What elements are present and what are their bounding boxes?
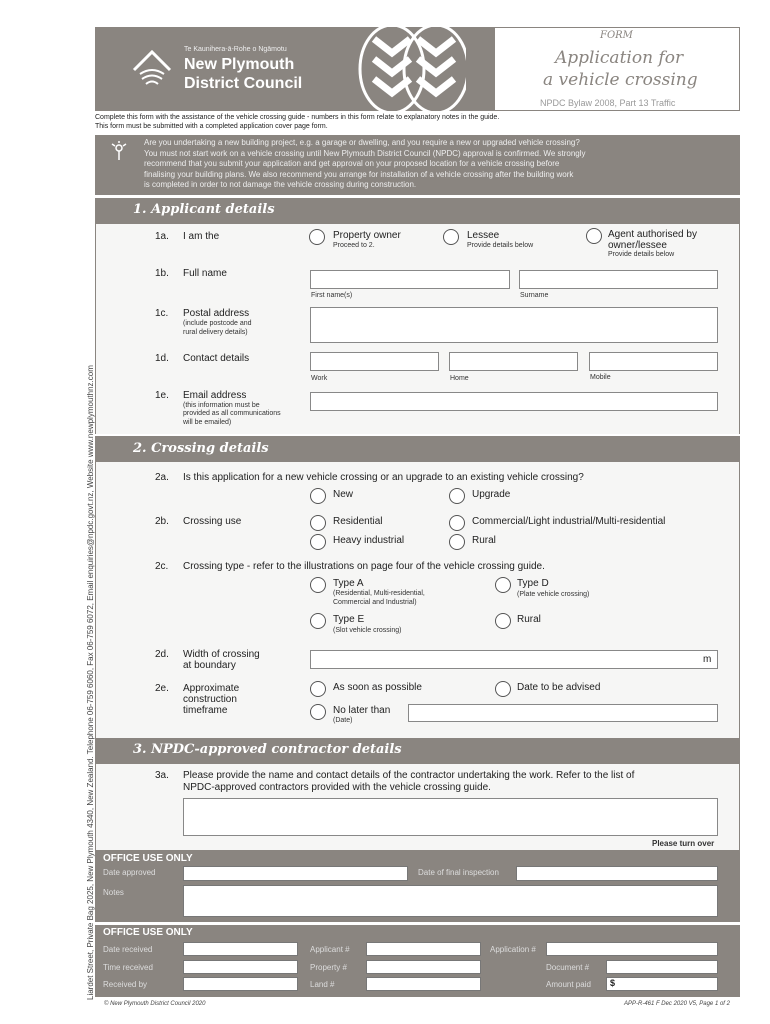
question-number: 1e. <box>155 390 169 401</box>
question-label: Email address <box>183 390 247 401</box>
council-name-line2: District Council <box>184 75 303 92</box>
option-label: Type D <box>517 578 549 589</box>
office-label: Applicant # <box>310 945 350 954</box>
date-approved-field[interactable] <box>183 866 408 881</box>
applicant-number-field[interactable] <box>366 942 481 956</box>
option-label: New <box>333 489 354 500</box>
option-label: Rural <box>472 535 496 546</box>
amount-paid-field[interactable] <box>606 977 718 991</box>
question-number: 1c. <box>155 308 169 319</box>
section-title: 3. NPDC-approved contractor details <box>133 742 402 757</box>
question-number: 2d. <box>155 649 169 660</box>
question-label: Full name <box>183 268 227 279</box>
question-label: Approximate <box>183 683 240 694</box>
commercial-radio[interactable] <box>449 515 465 531</box>
form-title-line2: a vehicle crossing <box>543 70 698 90</box>
option-label: Date to be advised <box>517 682 601 693</box>
question-label: Is this application for a new vehicle crossing or an upgrade to an existing vehicle crossing? <box>183 472 584 483</box>
turn-over-note: Please turn over <box>652 839 715 848</box>
option-label: owner/lessee <box>608 240 667 251</box>
land-number-field[interactable] <box>366 977 481 991</box>
option-label: Agent authorised by <box>608 229 697 240</box>
intro-line: This form must be submitted with a completed application cover page form. <box>95 123 328 130</box>
form-code: APP-R-461 F Dec 2020 V5, Page 1 of 2 <box>624 1001 730 1007</box>
notes-field[interactable] <box>183 885 718 917</box>
question-note: (include postcode and <box>183 320 252 327</box>
question-note: (this information must be <box>183 402 260 409</box>
council-name: New Plymouth <box>184 56 295 73</box>
office-label: Time received <box>103 963 153 972</box>
question-number: 2a. <box>155 472 169 483</box>
office-label: Received by <box>103 980 148 989</box>
intro-line: Complete this form with the assistance of the vehicle crossing guide - numbers in this form relate to explanatory notes in the guide. <box>95 114 500 121</box>
owner-radio[interactable] <box>309 229 325 245</box>
time-received-field[interactable] <box>183 960 298 974</box>
email-field[interactable] <box>310 392 718 411</box>
option-label: As soon as possible <box>333 682 422 693</box>
question-label: Please provide the name and contact details of the contractor undertaking the work. Refer to the list of <box>183 770 635 781</box>
lightbulb-icon <box>110 140 128 162</box>
office-label: Document # <box>546 963 590 972</box>
question-label: at boundary <box>183 660 236 671</box>
option-label: Heavy industrial <box>333 535 405 546</box>
no-later-than-date-field[interactable] <box>408 704 718 722</box>
question-label: construction <box>183 694 237 705</box>
residential-radio[interactable] <box>310 515 326 531</box>
work-phone-field[interactable] <box>310 352 439 371</box>
option-note: Provide details below <box>467 242 534 249</box>
question-number: 1d. <box>155 353 169 364</box>
field-caption: Surname <box>520 292 549 299</box>
office-label: Notes <box>103 888 124 897</box>
field-caption: Home <box>450 375 469 382</box>
office-label: Date received <box>103 945 153 954</box>
question-number: 2e. <box>155 683 169 694</box>
application-number-field[interactable] <box>546 942 718 956</box>
option-note: (Date) <box>333 717 353 724</box>
asap-radio[interactable] <box>310 681 326 697</box>
crossing-width-field[interactable] <box>310 650 718 669</box>
option-label: Lessee <box>467 230 500 241</box>
contact-sidebar: Liardet Street, Private Bag 2025, New Plymouth 4340, New Zealand. Telephone 06-759 6060, Fax 06-759 6072, Email enquiries@npdc.govt.nz, Website www.newplymouthnz.com <box>86 365 95 1000</box>
bylaw-reference: NPDC Bylaw 2008, Part 13 Traffic <box>540 98 676 108</box>
property-number-field[interactable] <box>366 960 481 974</box>
tire-tread-icon <box>356 27 466 111</box>
option-label: Upgrade <box>472 489 511 500</box>
currency-symbol: $ <box>610 978 616 988</box>
type-d-radio[interactable] <box>495 577 511 593</box>
office-use-heading: OFFICE USE ONLY <box>103 853 193 864</box>
office-label: Date of final inspection <box>418 868 499 877</box>
option-label: Property owner <box>333 230 401 241</box>
upgrade-radio[interactable] <box>449 488 465 504</box>
option-note: Commercial and Industrial) <box>333 599 417 606</box>
new-radio[interactable] <box>310 488 326 504</box>
type-a-radio[interactable] <box>310 577 326 593</box>
question-note: provided as all communications <box>183 410 281 417</box>
heavy-industrial-radio[interactable] <box>310 534 326 550</box>
lessee-radio[interactable] <box>443 229 459 245</box>
question-label: Crossing use <box>183 516 242 527</box>
section-title: 2. Crossing details <box>133 441 269 456</box>
no-later-than-radio[interactable] <box>310 704 326 720</box>
office-label: Amount paid <box>546 980 591 989</box>
notice-text: Are you undertaking a new building project, e.g. a garage or dwelling, and you require a new or upgraded vehicle crossing? You must not start work on a vehicle crossing until New Plymouth District Council (NPDC) approval is confirmed. We strongly recommend that you submit your application and get approval on your proposed location for a vehicle crossing before finalising your building plans. We also recommend you arrange for installation of a vehicle crossing after the building work is completed in order to not damage the vehicle crossing during construction. <box>144 138 586 189</box>
office-label: Application # <box>490 945 536 954</box>
question-note: will be emailed) <box>183 419 232 426</box>
question-note: rural delivery details) <box>183 329 248 336</box>
question-number: 1a. <box>155 231 169 242</box>
question-number: 2c. <box>155 561 169 572</box>
question-label: Width of crossing <box>183 649 260 660</box>
question-label: NPDC-approved contractors provided with the vehicle crossing guide. <box>183 782 491 793</box>
question-label: Crossing type - refer to the illustrations on page four of the vehicle crossing guide. <box>183 561 545 572</box>
option-label: No later than <box>333 705 391 716</box>
option-note: (Residential, Multi-residential, <box>333 590 425 597</box>
unit-label: m <box>703 654 712 665</box>
question-number: 1b. <box>155 268 169 279</box>
agent-radio[interactable] <box>586 228 602 244</box>
question-label: timeframe <box>183 705 228 716</box>
contractor-details-field[interactable] <box>183 798 718 836</box>
office-use-heading: OFFICE USE ONLY <box>103 927 193 938</box>
option-label: Commercial/Light industrial/Multi-residential <box>472 516 666 527</box>
copyright: © New Plymouth District Council 2020 <box>104 1001 206 1007</box>
first-name-field[interactable] <box>310 270 510 289</box>
option-note: (Plate vehicle crossing) <box>517 591 590 598</box>
option-note: Provide details below <box>608 251 675 258</box>
date-tba-radio[interactable] <box>495 681 511 697</box>
postal-address-field[interactable] <box>310 307 718 343</box>
office-label: Date approved <box>103 868 156 877</box>
rural-use-radio[interactable] <box>449 534 465 550</box>
form-label: FORM <box>600 30 633 41</box>
option-label: Type E <box>333 614 365 625</box>
question-number: 3a. <box>155 770 169 781</box>
question-label: Contact details <box>183 353 250 364</box>
received-by-field[interactable] <box>183 977 298 991</box>
mobile-phone-field[interactable] <box>589 352 718 371</box>
option-label: Residential <box>333 516 383 527</box>
final-inspection-field[interactable] <box>516 866 718 881</box>
office-label: Property # <box>310 963 347 972</box>
date-received-field[interactable] <box>183 942 298 956</box>
field-caption: Mobile <box>590 374 611 381</box>
question-number: 2b. <box>155 516 169 527</box>
question-label: Postal address <box>183 308 250 319</box>
form-title: Application for <box>555 48 684 68</box>
field-caption: First name(s) <box>311 292 353 299</box>
option-label: Rural <box>517 614 541 625</box>
option-label: Type A <box>333 578 364 589</box>
council-tagline: Te Kaunihera-ā-Rohe o Ngāmotu <box>184 46 287 53</box>
council-logo-icon <box>130 48 174 88</box>
rural-type-radio[interactable] <box>495 613 511 629</box>
option-note: Proceed to 2. <box>333 242 375 249</box>
home-phone-field[interactable] <box>449 352 578 371</box>
field-caption: Work <box>311 375 328 382</box>
document-number-field[interactable] <box>606 960 718 974</box>
office-label: Land # <box>310 980 335 989</box>
section-title: 1. Applicant details <box>133 202 275 217</box>
type-e-radio[interactable] <box>310 613 326 629</box>
surname-field[interactable] <box>519 270 718 289</box>
question-label: I am the <box>183 231 220 242</box>
option-note: (Slot vehicle crossing) <box>333 627 402 634</box>
